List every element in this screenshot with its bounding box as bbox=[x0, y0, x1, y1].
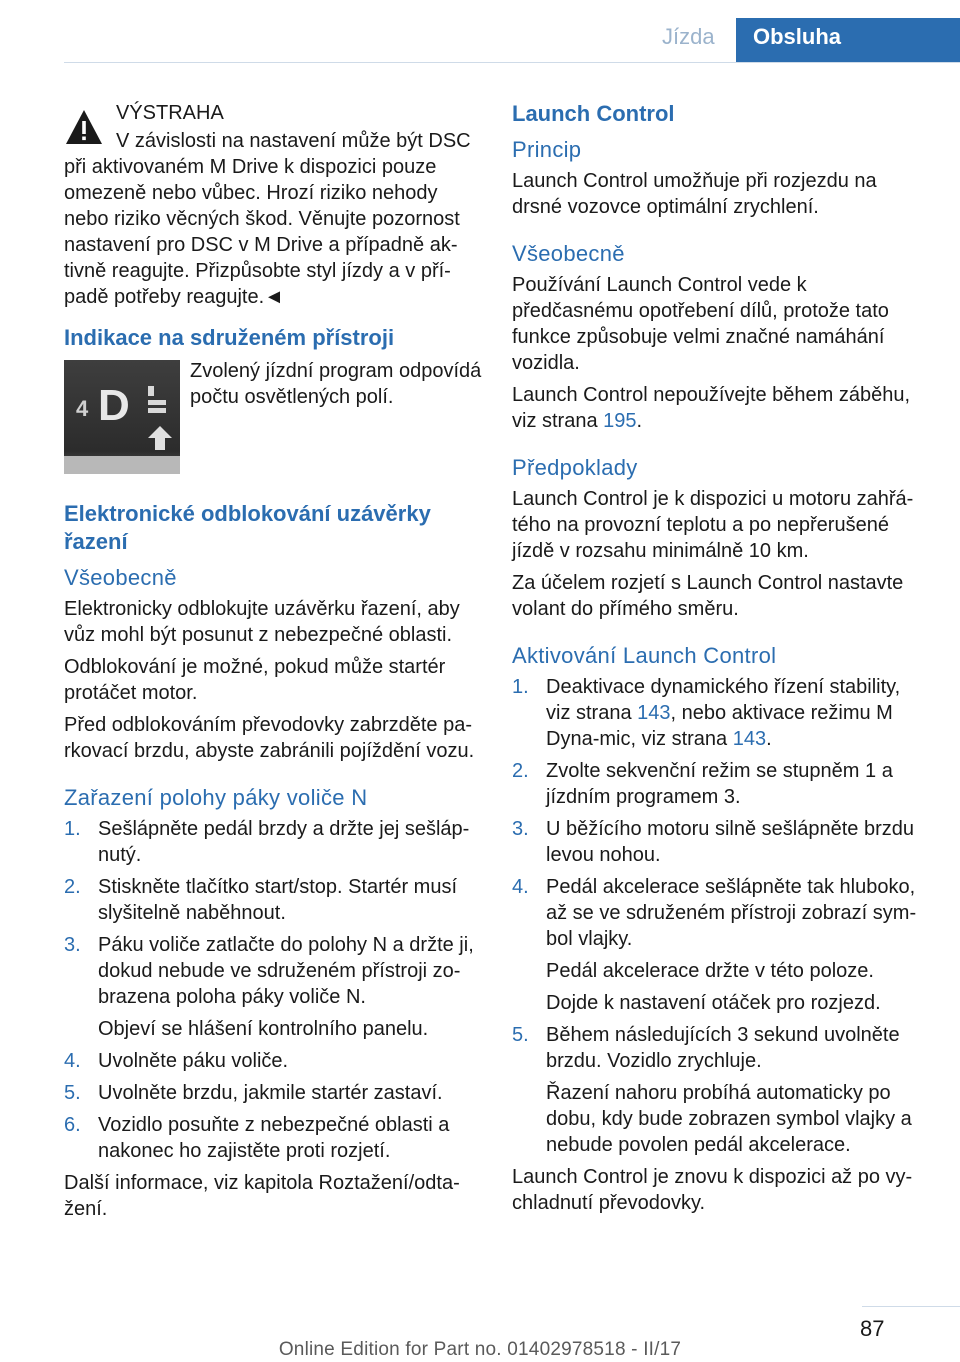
step-subtext: Objeví se hlášení kontrolního panelu. bbox=[98, 1018, 429, 1040]
list-item bbox=[512, 1022, 930, 1158]
page-link-195[interactable]: 195 bbox=[603, 410, 637, 432]
cluster-section bbox=[64, 358, 482, 480]
warning-body: V závislosti na nastavení může být DSC při aktivovaném M Drive k dispozici pouze omezeně nebo vůbec. Hrozí riziko nehody nebo riziko věcných škod. Věnujte pozornost nastavení pro DSC v M Drive a případně ak‐tivně reagujte. Přizpůsobte styl jízdy a v pří‐padě potřeby reagujte.◄ bbox=[64, 130, 471, 308]
warning-triangle-icon bbox=[64, 108, 104, 146]
step-text: Páku voliče zatlačte do polohy N a držte ji, dokud nebude ve sdruženém přístroji zo‐brazena poloha páky voliče N. bbox=[98, 934, 474, 1008]
aktivovani-steps bbox=[512, 674, 930, 1158]
cluster-gear-number: 4 bbox=[76, 396, 89, 421]
step-text: . bbox=[766, 728, 772, 750]
cluster-bar-2 bbox=[148, 400, 166, 405]
step-subtext: Dojde k nastavení otáček pro rozjezd. bbox=[546, 992, 881, 1014]
warning-title: VÝSTRAHA bbox=[116, 102, 224, 124]
paragraph: Odblokování je možné, pokud může startér protáčet motor. bbox=[64, 656, 446, 704]
subheading-vseobecne-left: Všeobecně bbox=[64, 565, 177, 590]
step-text: Vozidlo posuňte z nebezpečné oblasti a nakonec ho zajistěte proti rozjetí. bbox=[98, 1114, 450, 1162]
instrument-cluster-display-image bbox=[64, 360, 180, 474]
step-number: 3. bbox=[64, 934, 81, 956]
paragraph: Launch Control je znovu k dispozici až po vy‐chladnutí převodovky. bbox=[512, 1166, 913, 1214]
step-number: 5. bbox=[512, 1024, 529, 1046]
step-number: 1. bbox=[64, 818, 81, 840]
header-tab-obsluha: Obsluha bbox=[736, 18, 960, 62]
step-number: 4. bbox=[64, 1050, 81, 1072]
paragraph: Launch Control umožňuje při rozjezdu na drsné vozovce optimální zrychlení. bbox=[512, 170, 877, 218]
paragraph: Používání Launch Control vede k předčasnému opotřebení dílů, protože tato funkce způsobuje velmi značné namáhání vozidla. bbox=[512, 274, 889, 374]
subheading-aktivovani: Aktivování Launch Control bbox=[512, 643, 777, 668]
paragraph: Launch Control je k dispozici u motoru zahřá‐tého na provozní teplotu a po nepřerušené jízdě v rozsahu minimálně 10 km. bbox=[512, 488, 914, 562]
list-item bbox=[64, 816, 482, 868]
step-number: 1. bbox=[512, 676, 529, 698]
heading-indikace: Indikace na sdruženém přístroji bbox=[64, 325, 395, 350]
list-item bbox=[64, 1080, 482, 1106]
header-tab-jizda: Jízda bbox=[662, 24, 715, 49]
list-item bbox=[64, 932, 482, 1042]
subheading-princip: Princip bbox=[512, 137, 582, 162]
step-text: Stiskněte tlačítko start/stop. Startér musí slyšitelně naběhnout. bbox=[98, 876, 458, 924]
step-text: Uvolněte páku voliče. bbox=[98, 1050, 289, 1072]
text: Launch Control nepoužívejte během záběhu, viz strana bbox=[512, 384, 911, 432]
step-text: Během následujících 3 sekund uvolněte brzdu. Vozidlo zrychluje. bbox=[546, 1024, 900, 1072]
step-text: Sešlápněte pedál brzdy a držte jej sešláp‐nutý. bbox=[98, 818, 470, 866]
page-link-143[interactable]: 143 bbox=[732, 728, 767, 750]
heading-elektronicke: Elektronické odblokování uzávěrky řazení bbox=[64, 501, 431, 554]
page-number: 87 bbox=[860, 1316, 885, 1341]
warning-block bbox=[64, 100, 482, 310]
left-column bbox=[64, 100, 482, 1228]
cluster-description: Zvolený jízdní program odpovídá počtu osvětlených polí. bbox=[190, 360, 482, 408]
paragraph: Za účelem rozjetí s Launch Control nastavte volant do přímého směru. bbox=[512, 572, 904, 620]
page-number-rule bbox=[862, 1306, 960, 1307]
paragraph: Další informace, viz kapitola Roztažení/odta‐žení. bbox=[64, 1172, 460, 1220]
list-item bbox=[512, 874, 930, 1016]
step-text: Deaktivace dynamického řízení stability, viz strana bbox=[546, 676, 901, 724]
step-subtext: Pedál akcelerace držte v této poloze. bbox=[546, 960, 874, 982]
step-number: 6. bbox=[64, 1114, 81, 1136]
subheading-predpoklady: Předpoklady bbox=[512, 455, 638, 480]
step-number: 2. bbox=[512, 760, 529, 782]
list-item bbox=[64, 1048, 482, 1074]
text: . bbox=[636, 410, 643, 432]
step-number: 2. bbox=[64, 876, 81, 898]
footer-edition: Online Edition for Part no. 01402978518 - II/17 bbox=[278, 1339, 682, 1360]
step-number: 5. bbox=[64, 1082, 81, 1104]
list-item bbox=[512, 674, 930, 752]
heading-launch-control: Launch Control bbox=[512, 101, 675, 126]
zarazeni-steps bbox=[64, 816, 482, 1164]
list-item bbox=[64, 874, 482, 926]
step-text: , nebo aktivace režimu M Dyna‐mic, viz strana bbox=[546, 702, 893, 750]
step-number: 3. bbox=[512, 818, 529, 840]
header-rule bbox=[64, 62, 960, 63]
cluster-bar-3 bbox=[148, 408, 166, 413]
subheading-zarazeni: Zařazení polohy páky voliče N bbox=[64, 785, 368, 810]
step-text: Zvolte sekvenční režim se stupněm 1 a jízdním programem 3. bbox=[546, 760, 893, 808]
paragraph bbox=[512, 382, 930, 434]
cluster-bar-1 bbox=[148, 386, 154, 396]
list-item bbox=[512, 758, 930, 810]
subheading-vseobecne-right: Všeobecně bbox=[512, 241, 625, 266]
step-number: 4. bbox=[512, 876, 529, 898]
step-text: U běžícího motoru silně sešlápněte brzdu levou nohou. bbox=[546, 818, 914, 866]
paragraph: Před odblokováním převodovky zabrzděte pa‐rkovací brzdu, abyste zabránili pojíždění vozu. bbox=[64, 714, 475, 762]
page-link-143[interactable]: 143 bbox=[637, 702, 671, 724]
list-item bbox=[512, 816, 930, 868]
step-text: Pedál akcelerace sešlápněte tak hluboko, až se ve sdruženém přístroji zobrazí sym‐bol vlajky. bbox=[546, 876, 917, 950]
paragraph: Elektronicky odblokujte uzávěrku řazení, aby vůz mohl být posunut z nebezpečné oblasti. bbox=[64, 598, 460, 646]
list-item bbox=[64, 1112, 482, 1164]
step-text: Uvolněte brzdu, jakmile startér zastaví. bbox=[98, 1082, 443, 1104]
cluster-gear-letter: D bbox=[98, 381, 130, 430]
right-column bbox=[512, 100, 930, 1222]
step-subtext: Řazení nahoru probíhá automaticky po dobu, kdy bude zobrazen symbol vlajky a nebude povolen pedál akcelerace. bbox=[546, 1082, 912, 1156]
